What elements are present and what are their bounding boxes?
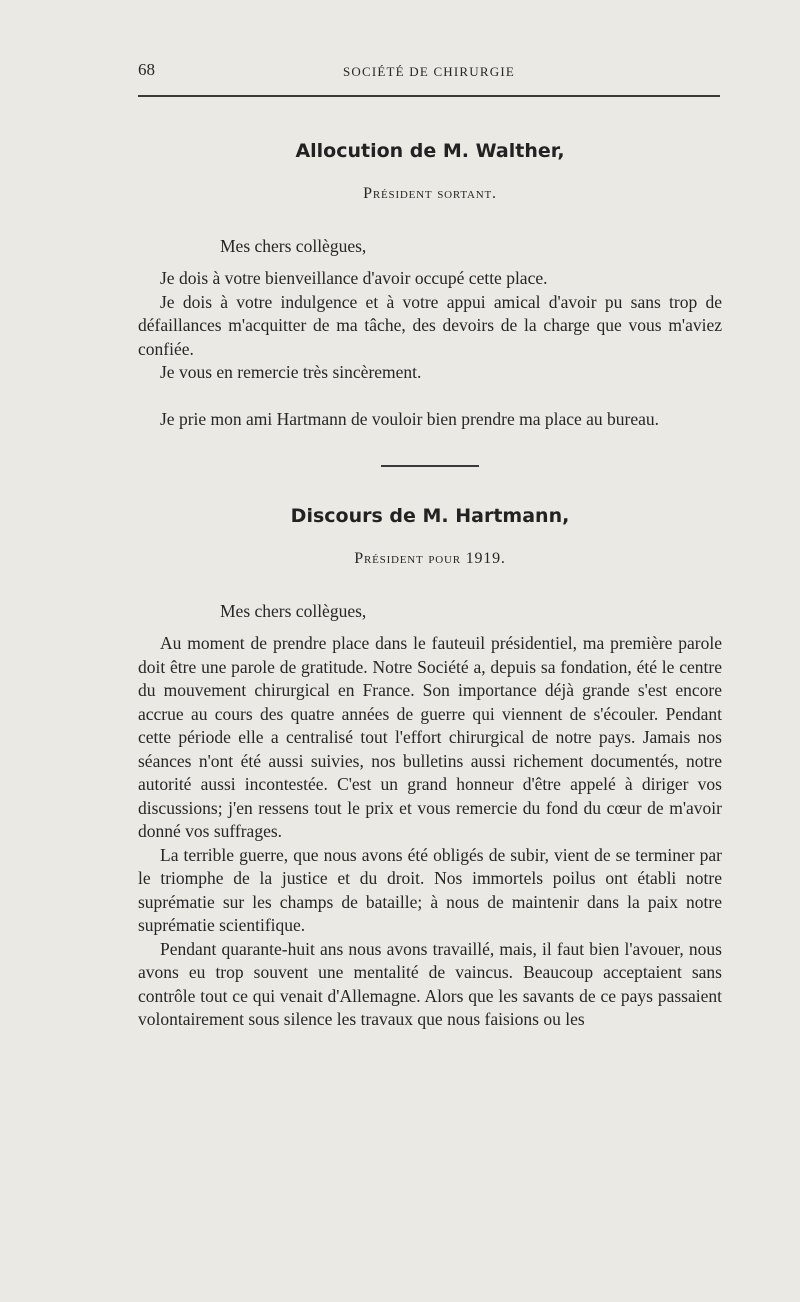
page-header xyxy=(138,58,720,88)
section-title: Discours de M. Hartmann, xyxy=(290,505,570,527)
paragraph: Au moment de prendre place dans le fauteuil présidentiel, ma première parole doit être une parole de gratitude. Notre Société a, depuis sa fondation, été le centre du mouvement chirurgical en France. Son importance déjà grande s'est encore accrue au cours des quatre années de guerre qui viennent de s'écouler. Pendant cette période elle a centralisé tout l'effort chirurgical de notre pays. Jamais nos séances n'ont été aussi suivies, nos bulletins aussi richement documentés, notre autorité aussi incontestée. C'est un grand honneur d'être appelé à diriger vos discussions; j'en ressens tout le prix et vous remercie du fond du cœur de m'avoir donné vos suffrages. xyxy=(138,633,722,841)
speaker-role: Président pour 1919. xyxy=(354,550,506,567)
paragraph: Je dois à votre bienveillance d'avoir occupé cette place. xyxy=(160,268,548,288)
paragraph: La terrible guerre, que nous avons été obligés de subir, vient de se terminer par le triomphe de la justice et du droit. Nos immortels poilus ont établi notre suprématie sur les champs de bataille; à nous de maintenir dans la paix notre suprématie scientifique. xyxy=(138,844,722,935)
running-title: SOCIÉTÉ DE CHIRURGIE xyxy=(342,64,516,79)
salutation: Mes chers collègues, xyxy=(220,236,367,256)
page-content xyxy=(138,140,722,1032)
paragraph: Je dois à votre indulgence et à votre appui amical d'avoir pu sans trop de défaillances m'acquitter de ma tâche, des devoirs de la charge que vous m'aviez confiée. xyxy=(138,291,722,359)
walther-allocution xyxy=(138,140,722,431)
paragraph: Je prie mon ami Hartmann de vouloir bien prendre ma place au bureau. xyxy=(160,408,660,429)
hartmann-discours xyxy=(138,505,722,1032)
header-rule xyxy=(138,95,720,97)
paragraph-gap xyxy=(138,385,722,408)
paragraph: Pendant quarante-huit ans nous avons travaillé, mais, il faut bien l'avouer, nous avons eu trop souvent une mentalité de vaincus. Beaucoup acceptaient sans contrôle tout ce qui venait d'Allemagne. Alors que les savants de ce pays passaient volontairement sous silence les travaux que nous faisions ou les xyxy=(138,938,722,1029)
salutation: Mes chers collègues, xyxy=(220,601,367,621)
speaker-role: Président sortant. xyxy=(363,185,497,202)
page-number: 68 xyxy=(138,60,155,79)
section-divider xyxy=(381,465,479,467)
section-title: Allocution de M. Walther, xyxy=(295,140,565,162)
paragraph: Je vous en remercie très sincèrement. xyxy=(160,362,422,382)
